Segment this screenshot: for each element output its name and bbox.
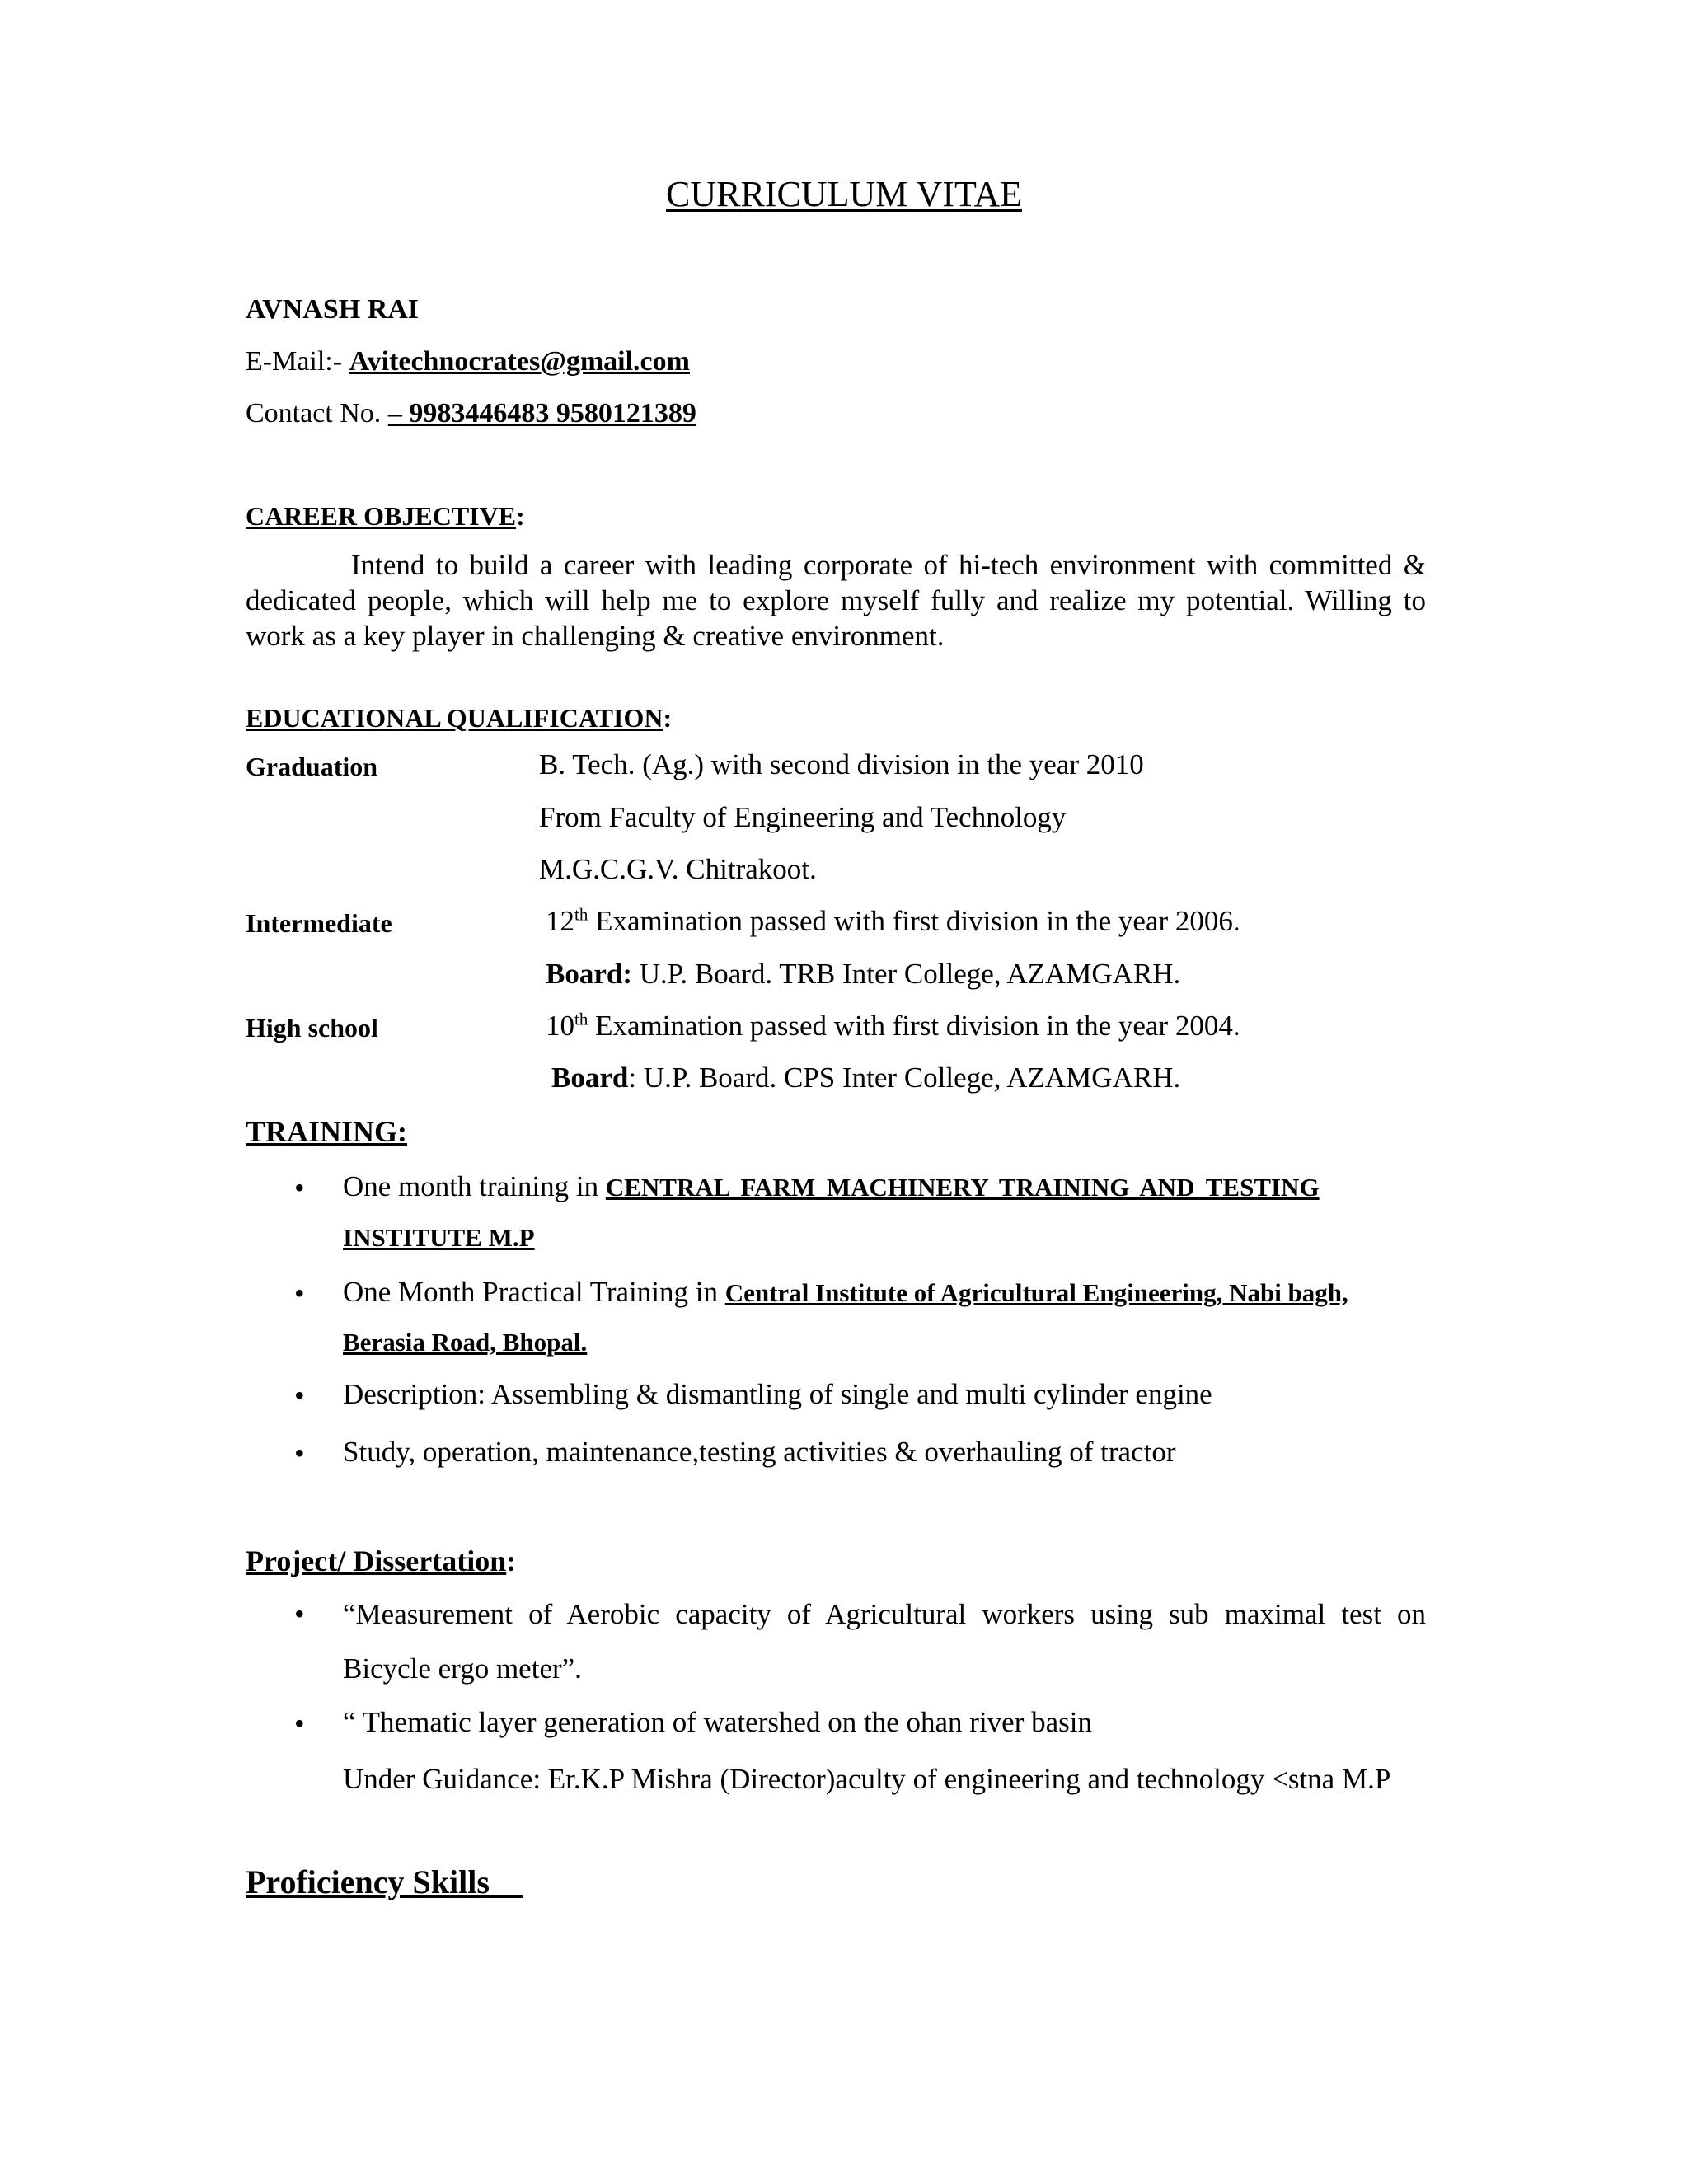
training-item-2-cont: Berasia Road, Bhopal. <box>343 1328 588 1357</box>
education-heading: EDUCATIONAL QUALIFICATION: <box>246 703 673 733</box>
project-heading: Project/ Dissertation: <box>246 1544 517 1577</box>
bullet-icon: • <box>294 1707 305 1740</box>
highschool-label: High school <box>246 1013 378 1043</box>
training-heading: TRAINING: <box>246 1115 408 1148</box>
bullet-icon: • <box>294 1379 305 1412</box>
bullet-icon: • <box>294 1171 305 1204</box>
contact-label: Contact No. <box>246 398 388 429</box>
graduation-line: M.G.C.G.V. Chitrakoot. <box>539 853 817 885</box>
candidate-name: AVNASH RAI <box>246 294 420 325</box>
highschool-board: Board: U.P. Board. CPS Inter College, AZAMGARH. <box>551 1062 1181 1094</box>
email-link[interactable]: Avitechnocrates@gmail.com <box>349 346 690 377</box>
intermediate-board: Board: U.P. Board. TRB Inter College, AZAMGARH. <box>546 958 1181 990</box>
training-item-2: One Month Practical Training in Central Institute of Agricultural Engineering, Nabi bagh, <box>343 1276 1348 1308</box>
proficiency-skills-heading: Proficiency Skills <box>246 1863 523 1900</box>
training-item-1-cont: INSTITUTE M.P <box>343 1223 535 1252</box>
training-item-3: Description: Assembling & dismantling of single and multi cylinder engine <box>343 1378 1212 1410</box>
training-item-1: One month training in CENTRAL FARM MACHINERY TRAINING AND TESTING <box>343 1170 1320 1202</box>
contact-line <box>246 398 696 429</box>
bullet-icon: • <box>294 1597 305 1630</box>
email-line <box>246 346 690 377</box>
email-label: E-Mail:- <box>246 346 349 377</box>
graduation-label: Graduation <box>246 752 378 781</box>
intermediate-result: 12th Examination passed with first division in the year 2006. <box>546 904 1240 937</box>
project-item-1: “Measurement of Aerobic capacity of Agricultural workers using sub maximal test on Bicycle ergo meter”. <box>343 1598 1426 1685</box>
highschool-result: 10th Examination passed with first division in the year 2004. <box>546 1009 1240 1042</box>
project-item-2: “ Thematic layer generation of watershed on the ohan river basin <box>343 1706 1092 1738</box>
career-objective-heading: CAREER OBJECTIVE: <box>246 501 525 531</box>
bullet-icon: • <box>294 1436 305 1469</box>
project-guidance: Under Guidance: Er.K.P Mishra (Director)aculty of engineering and technology <stna M.P <box>343 1763 1391 1795</box>
bullet-icon: • <box>294 1277 305 1310</box>
intermediate-label: Intermediate <box>246 908 392 938</box>
career-objective-text: Intend to build a career with leading corporate of hi-tech environment with committed & dedicated people, which will help me to explore myself fully and realize my potential. Willing to work as a key player in challenging & creative environment. <box>246 549 1426 652</box>
graduation-line: B. Tech. (Ag.) with second division in the year 2010 <box>539 748 1144 780</box>
page-title: CURRICULUM VITAE <box>665 174 1022 214</box>
contact-numbers: – 9983446483 9580121389 <box>387 398 696 429</box>
training-item-4: Study, operation, maintenance,testing activities & overhauling of tractor <box>343 1436 1176 1468</box>
graduation-line: From Faculty of Engineering and Technology <box>539 801 1067 833</box>
